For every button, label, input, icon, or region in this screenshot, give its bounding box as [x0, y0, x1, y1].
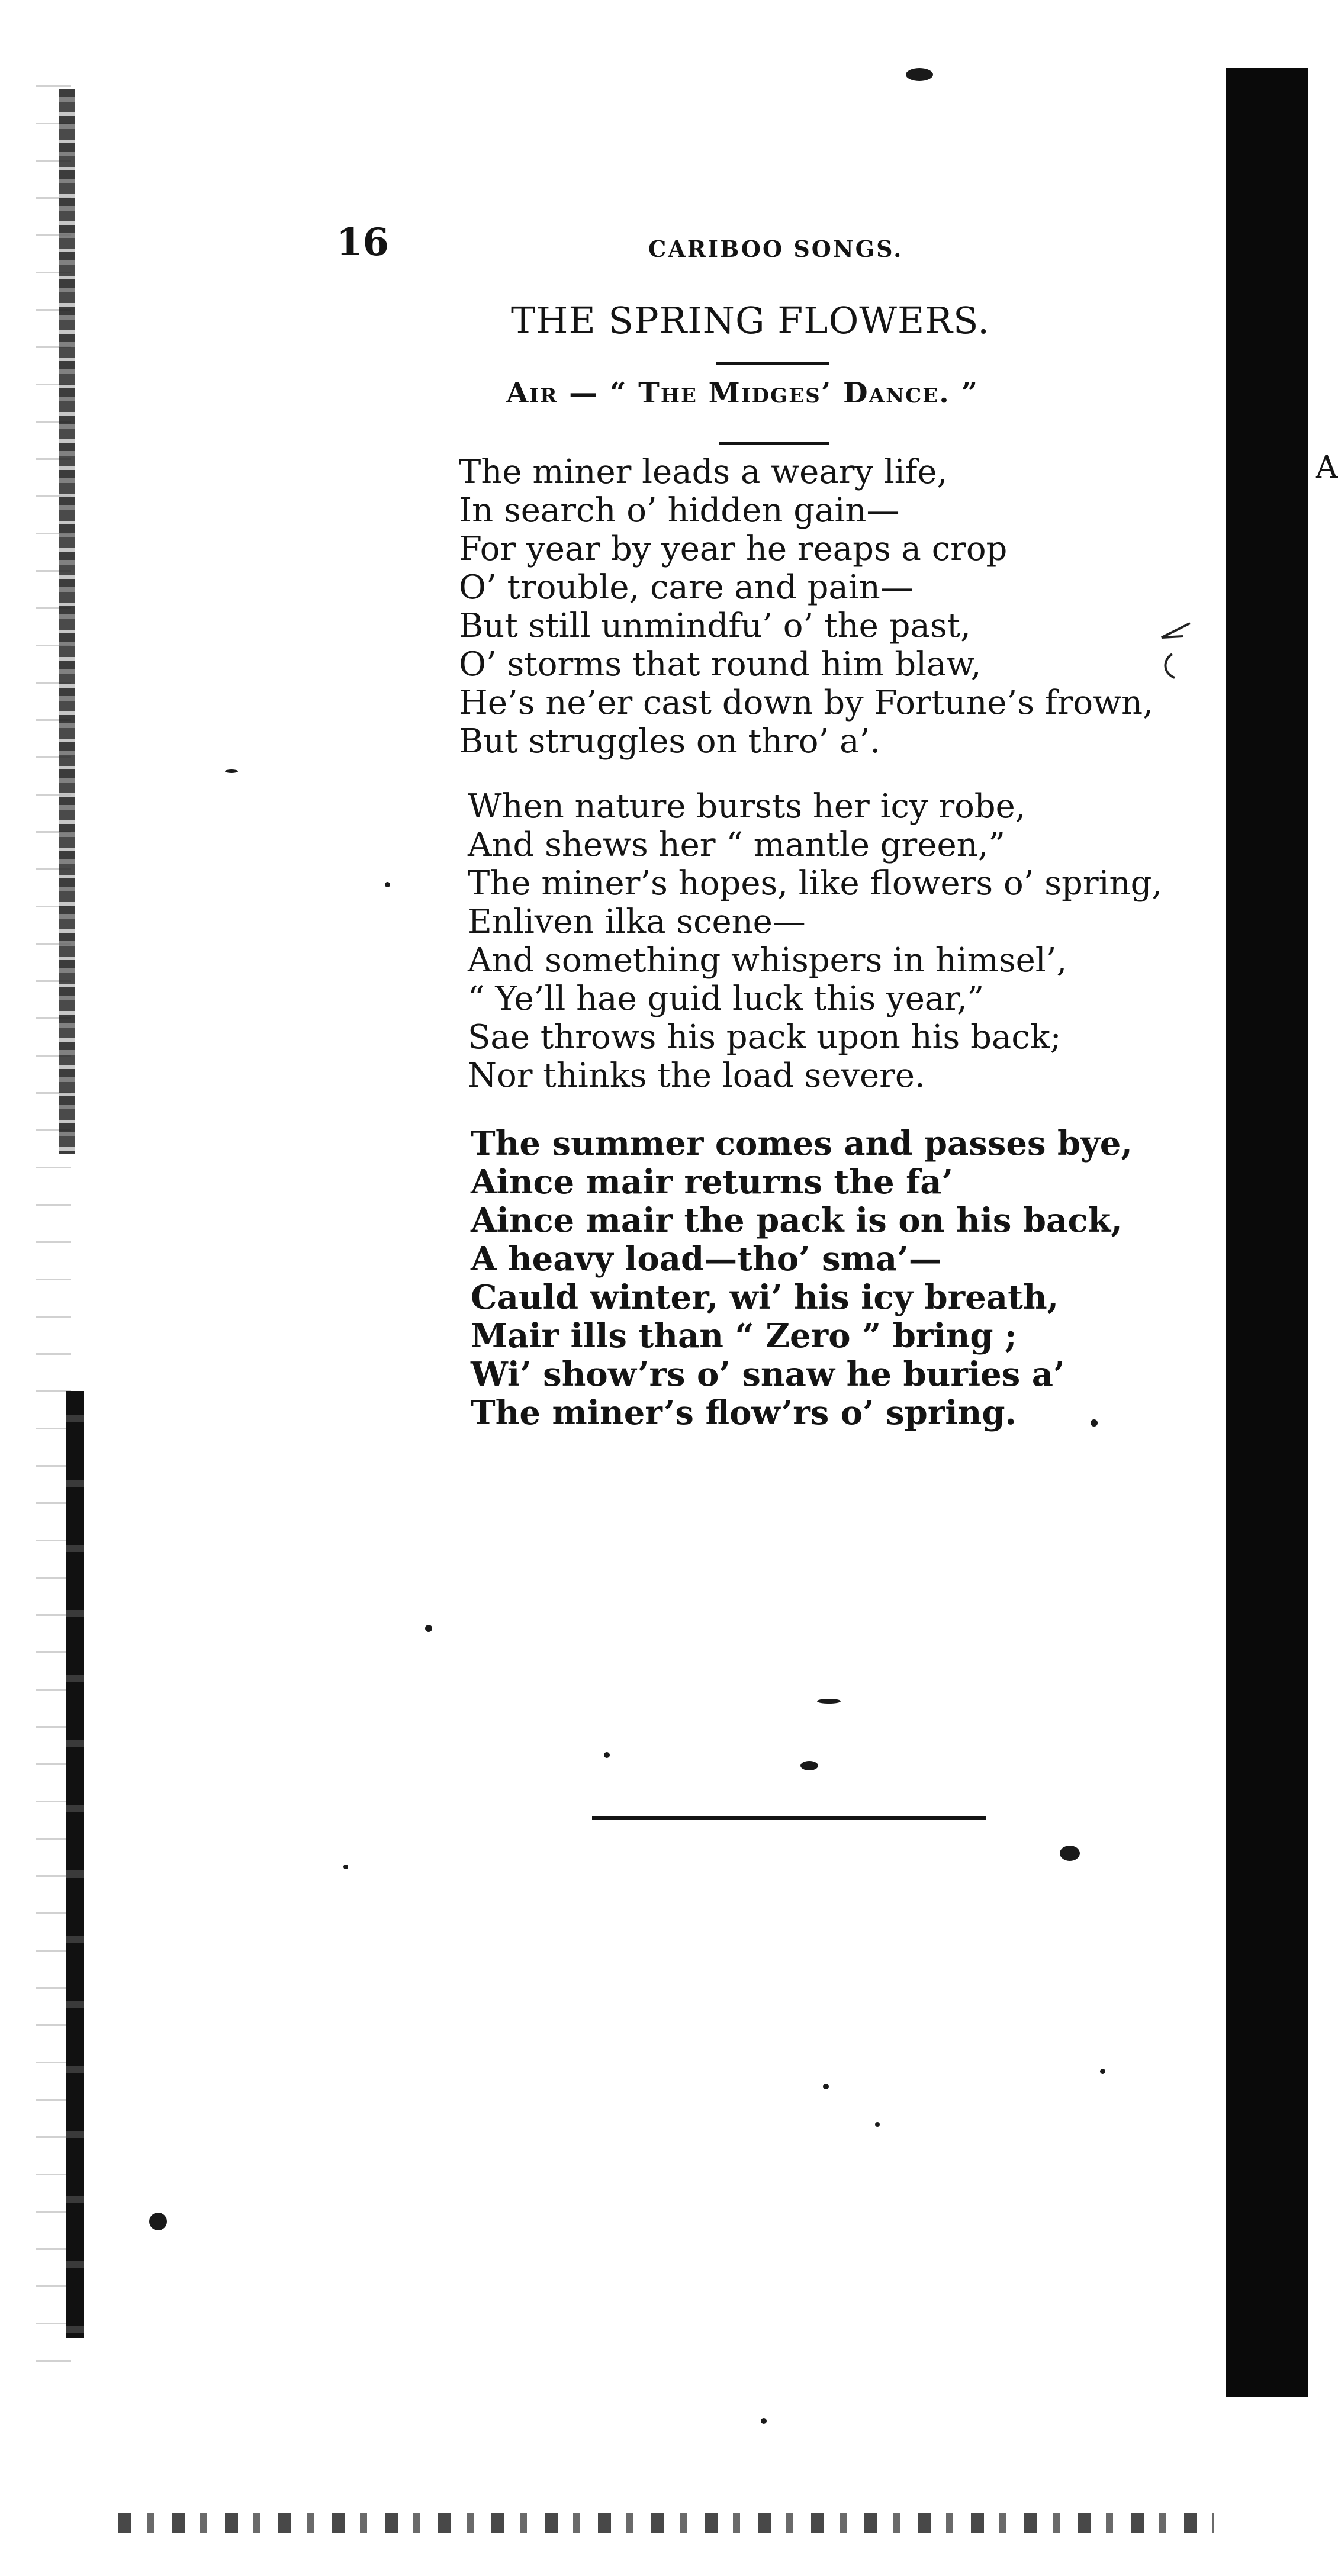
poem-line: For year by year he reaps a crop — [459, 530, 1008, 568]
ink-speck — [1091, 1419, 1098, 1427]
poem-line: And shews her “ mantle green,” — [468, 826, 1006, 864]
poem-line: O’ trouble, care and pain— — [459, 568, 914, 607]
ink-speck — [225, 769, 238, 773]
poem-line: Cauld winter, wi’ his icy breath, — [471, 1278, 1059, 1317]
poem-line: The miner leads a weary life, — [459, 453, 948, 491]
poem-line: O’ storms that round him blaw, — [459, 645, 982, 684]
poem-title-text: THE SPRING FLOWERS. — [511, 299, 990, 342]
bottom-edge-noise — [118, 2513, 1214, 2533]
air-line: Air — “ The Midges’ Dance. ” — [506, 376, 979, 410]
ink-speck — [823, 2084, 829, 2089]
ink-speck — [906, 68, 933, 81]
ink-speck — [604, 1752, 610, 1758]
pencil-arrow-icon — [1154, 619, 1196, 684]
poem-line: A heavy load—tho’ sma’— — [471, 1239, 942, 1279]
poem-line: Mair ills than “ Zero ” bring ; — [471, 1316, 1017, 1355]
ink-speck — [149, 2213, 167, 2230]
poem-line: Aince mair the pack is on his back, — [471, 1201, 1122, 1240]
ink-speck — [1100, 2069, 1105, 2074]
page-number: 16 — [336, 220, 390, 265]
poem-line: He’s ne’er cast down by Fortune’s frown, — [459, 684, 1153, 722]
poem-line: Enliven ilka scene— — [468, 903, 806, 941]
poem-line: The miner’s flow’rs o’ spring. — [471, 1393, 1017, 1432]
ink-speck — [817, 1699, 841, 1704]
stanza-3 — [471, 1125, 1133, 1432]
ink-speck — [385, 882, 390, 887]
binding-bar — [1226, 68, 1308, 2397]
poem-title — [0, 299, 1323, 342]
poem-line: “ Ye’ll hae guid luck this year,” — [468, 980, 985, 1018]
stanza-2 — [468, 787, 1162, 1095]
poem-line: When nature bursts her icy robe, — [468, 787, 1026, 826]
title-rule — [716, 362, 829, 365]
poem-line: And something whispers in himsel’, — [468, 941, 1067, 980]
poem-line: But still unmindfu’ o’ the past, — [459, 607, 971, 645]
stanza-1 — [459, 453, 1153, 761]
ink-speck — [425, 1625, 432, 1632]
poem-line: Wi’ show’rs o’ snaw he buries a’ — [471, 1355, 1065, 1394]
poem-line: The summer comes and passes bye, — [471, 1124, 1133, 1163]
left-edge-stain-upper — [59, 89, 75, 1154]
ink-speck — [1060, 1846, 1080, 1861]
poem-line: But struggles on thro’ a’. — [459, 722, 881, 761]
ink-speck — [875, 2122, 880, 2127]
poem-line: The miner’s hopes, like flowers o’ spring, — [468, 864, 1163, 903]
end-rule — [592, 1816, 986, 1820]
poem-line: Aince mair returns the fa’ — [471, 1163, 954, 1202]
left-edge-stain-lower — [66, 1391, 84, 2338]
right-margin-mark: A — [1316, 450, 1338, 485]
air-rule — [719, 442, 829, 445]
running-head: CARIBOO SONGS. — [648, 236, 903, 262]
poem-line: Nor thinks the load severe. — [468, 1057, 925, 1095]
ink-speck — [761, 2418, 767, 2424]
poem-line: In search o’ hidden gain— — [459, 491, 900, 530]
ink-speck — [800, 1761, 818, 1770]
poem-line: Sae throws his pack upon his back; — [468, 1018, 1062, 1057]
ink-speck — [343, 1865, 348, 1869]
